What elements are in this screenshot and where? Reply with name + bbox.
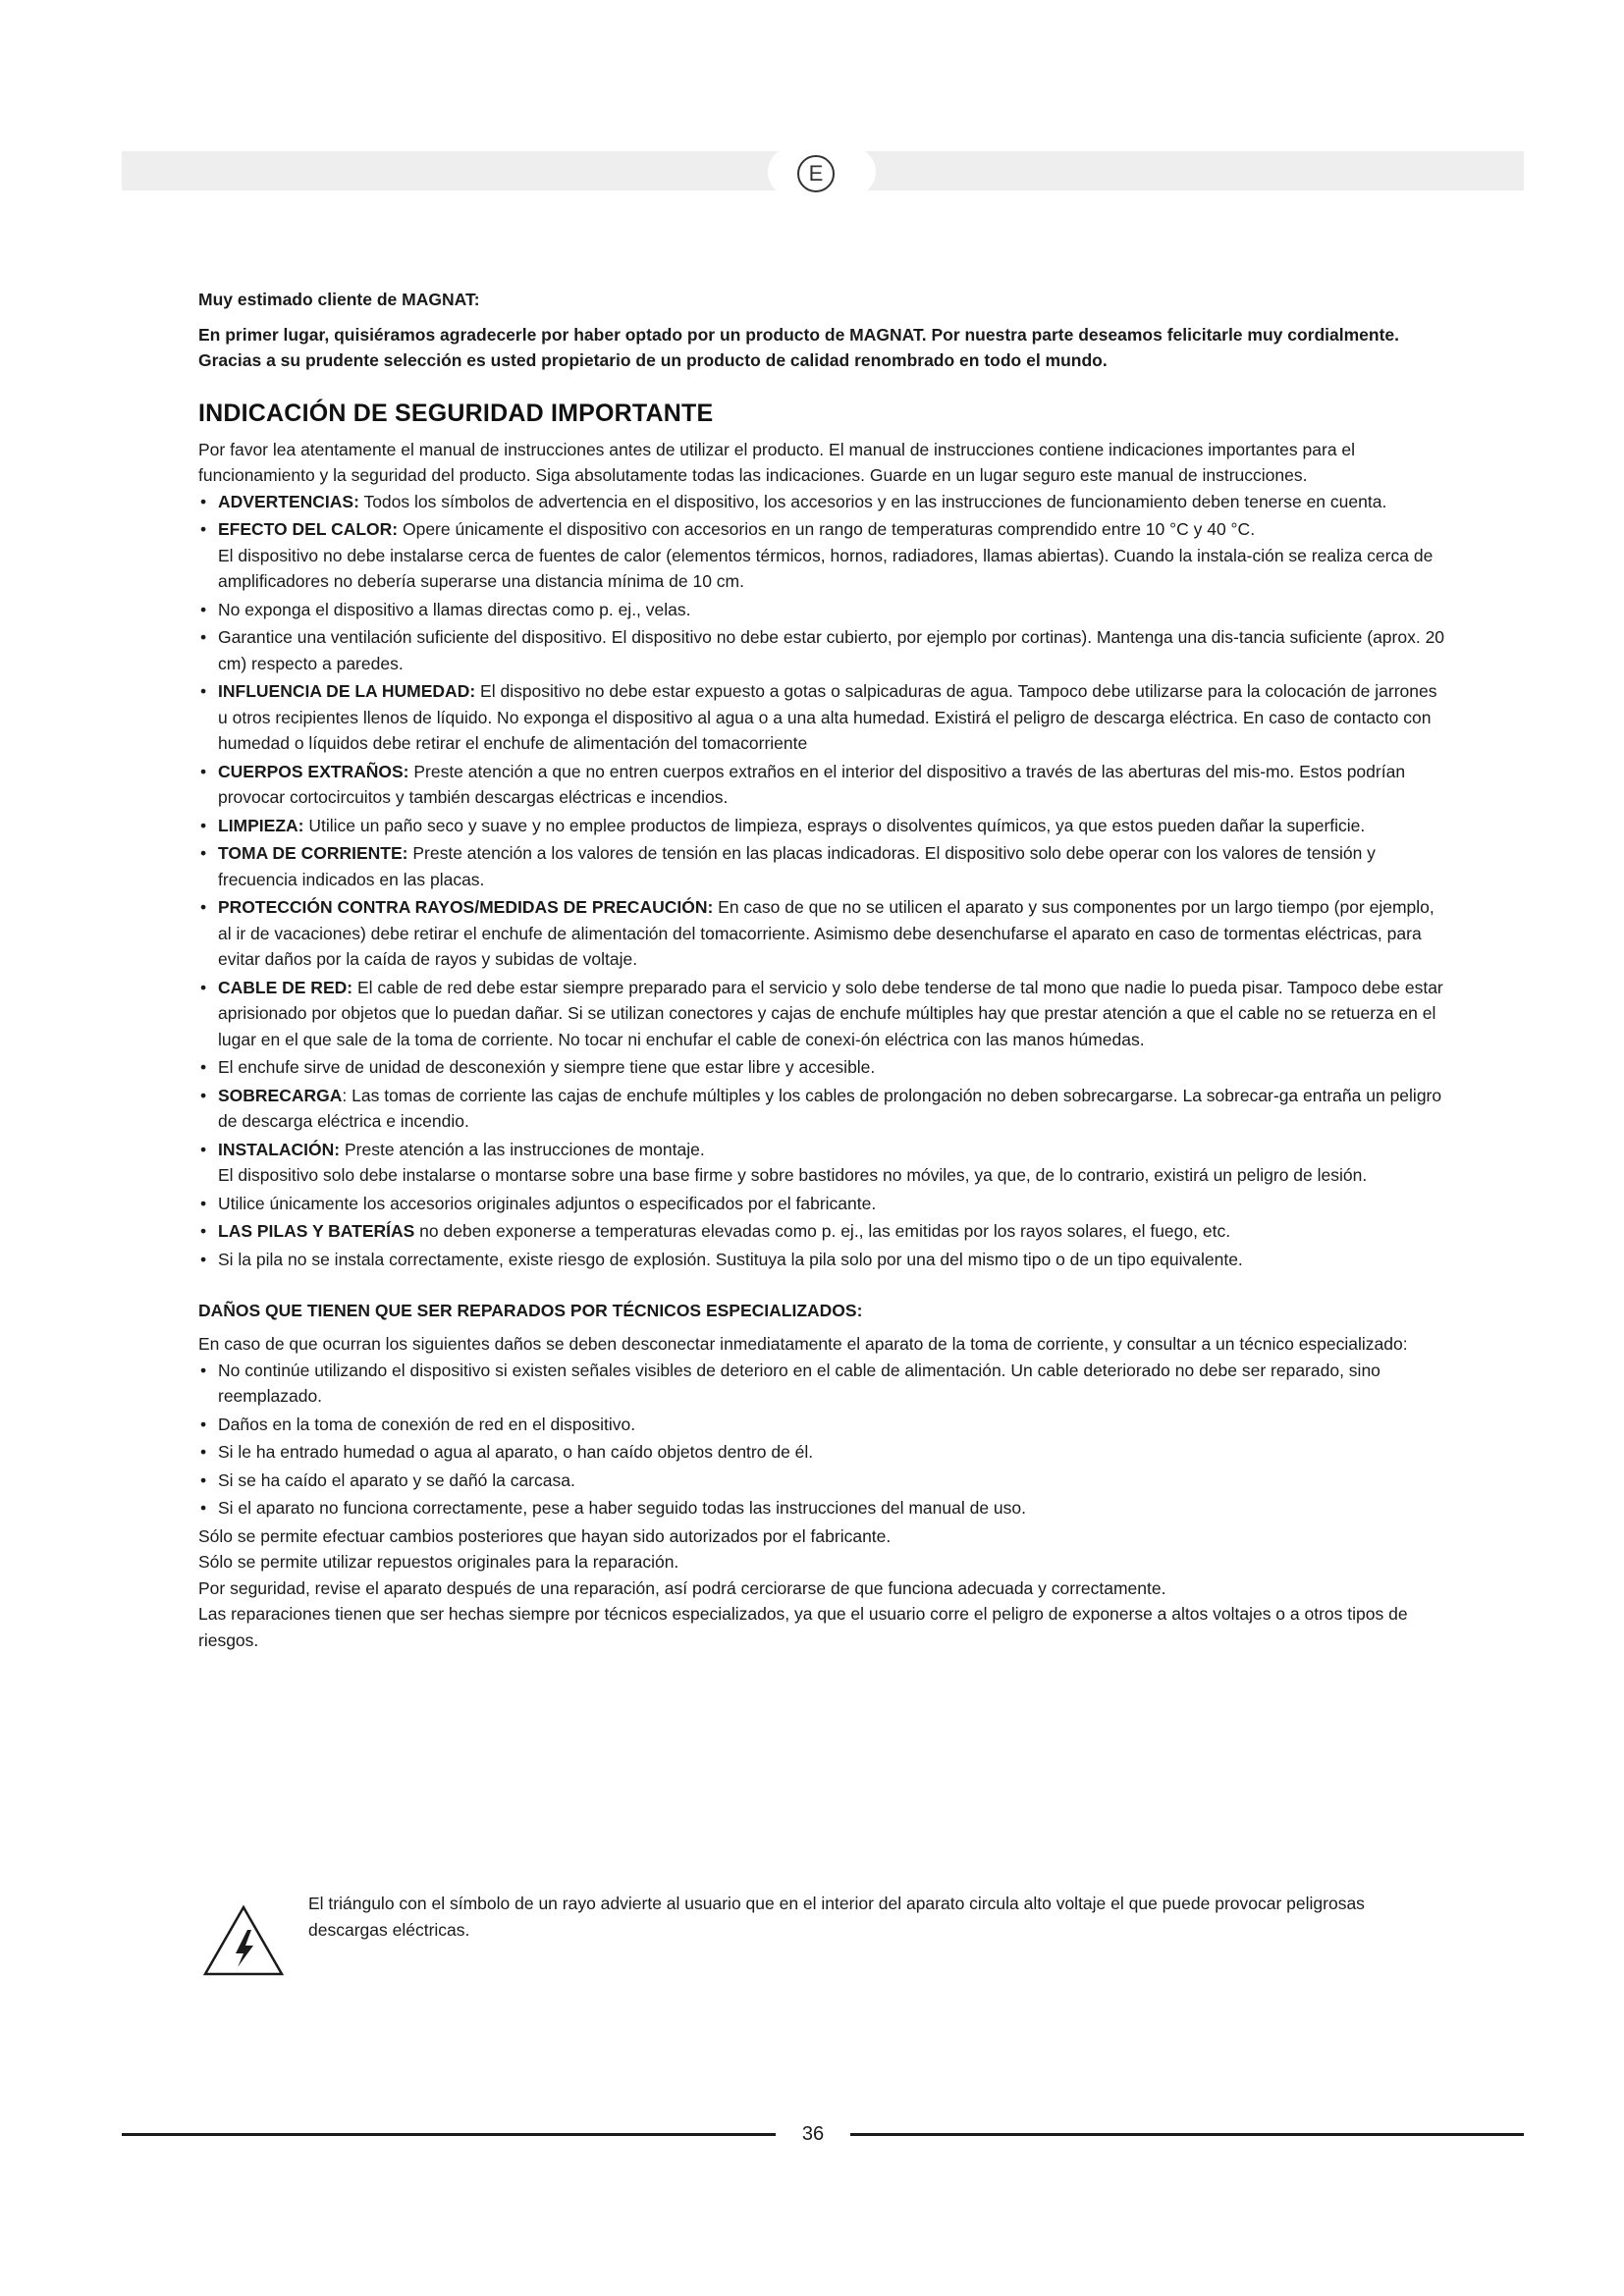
safety-item-text: Utilice únicamente los accesorios originales adjuntos o especificados por el fabricante. — [218, 1193, 877, 1213]
safety-item-label: SOBRECARGA — [218, 1085, 343, 1105]
repairs-item: • No continúe utilizando el dispositivo si existen señales visibles de deterioro en el cable de alimentación. Un cable deteriorado no debe ser reparado, sino reemplazado. — [198, 1358, 1447, 1410]
safety-title: INDICACIÓN DE SEGURIDAD IMPORTANTE — [198, 399, 714, 427]
repairs-note: Por seguridad, revise el aparato después de una reparación, así podrá cerciorarse de que funciona adecuada y correctamente. — [198, 1577, 1166, 1598]
safety-item-label: LAS PILAS Y BATERÍAS — [218, 1221, 415, 1241]
safety-item-label: TOMA DE CORRIENTE: — [218, 843, 408, 863]
greeting: Muy estimado cliente de MAGNAT: — [198, 290, 480, 309]
safety-item — [198, 1137, 1447, 1189]
safety-item-text-continued: El dispositivo solo debe instalarse o montarse sobre una base firme y sobre bastidores no móviles, ya que, de lo contrario, existirá un peligro de lesión. — [218, 1165, 1368, 1185]
repairs-notes — [198, 1523, 1447, 1654]
safety-item — [198, 1191, 1447, 1217]
safety-item — [198, 975, 1447, 1053]
footer-rule-right — [850, 2133, 1524, 2136]
safety-item-label: CABLE DE RED: — [218, 977, 353, 997]
safety-item-label: INSTALACIÓN: — [218, 1139, 341, 1159]
safety-item-text: Preste atención a que no entren cuerpos extraños en el interior del dispositivo a través de las aberturas del mis-mo. Estos podrían provocar cortocircuitos y también descargas eléctricas e incendios. — [218, 761, 1406, 807]
repairs-note: Las reparaciones tienen que ser hechas siempre por técnicos especializados, ya que el usuario corre el peligro de exponerse a altos voltajes o a otros tipos de riesgos. — [198, 1604, 1408, 1650]
lightning-triangle-icon — [202, 1904, 285, 1977]
safety-item-text: Preste atención a las instrucciones de montaje. — [340, 1139, 705, 1159]
warning-block — [198, 1891, 1447, 1979]
safety-item — [198, 1083, 1447, 1135]
repairs-lead: En caso de que ocurran los siguientes daños se deben desconectar inmediatamente el aparato de la toma de corriente, y consultar a un técnico especializado: — [198, 1334, 1408, 1354]
safety-item — [198, 489, 1447, 515]
repairs-item: • Si se ha caído el aparato y se dañó la carcasa. — [198, 1468, 1447, 1494]
safety-item-text: El cable de red debe estar siempre preparado para el servicio y solo debe tenderse de tal mono que nadie lo pueda pisar. Tampoco debe estar aprisionado por objetos que lo puedan dañar. Si se utilizan conectores y cajas de enchufe múltiples hay que prestar atención a que el cable no se retuerza en el lugar en el que sale de la toma de corriente. No tocar ni enchufar el cable de conexi-ón eléctrica con las manos húmedas. — [218, 977, 1443, 1049]
document-body — [198, 287, 1447, 1653]
safety-item — [198, 597, 1447, 623]
safety-item-text: Garantice una ventilación suficiente del dispositivo. El dispositivo no debe estar cubierto, por ejemplo por cortinas). Mantenga una dis-tancia suficiente (aprox. 20 cm) respecto a paredes. — [218, 627, 1445, 673]
safety-item — [198, 759, 1447, 811]
safety-item-label: PROTECCIÓN CONTRA RAYOS/MEDIDAS DE PRECAUCIÓN: — [218, 897, 714, 917]
safety-item-text: Utilice un paño seco y suave y no emplee productos de limpieza, esprays o disolventes químicos, ya que estos pueden dañar la superficie. — [303, 815, 1366, 835]
safety-item-label: EFECTO DEL CALOR: — [218, 519, 399, 539]
repairs-list — [198, 1358, 1447, 1522]
safety-item-text-continued: El dispositivo no debe instalarse cerca de fuentes de calor (elementos térmicos, hornos, radiadores, llamas abiertas). Cuando la instala-ción se realiza cerca de amplificadores no debería superarse una distancia mínima de 10 cm. — [218, 545, 1434, 591]
safety-item — [198, 624, 1447, 676]
safety-item-text: En caso de que no se utilicen el aparato y sus componentes por un largo tiempo (por ejemplo, al ir de vacaciones) debe retirar el enchufe de alimentación del tomacorriente. Asimismo debe desenchufarse el aparato en caso de tormentas eléctricas, para evitar daños por la caída de rayos y subidas de voltaje. — [218, 897, 1435, 969]
repairs-item: • Si el aparato no funciona correctamente, pese a haber seguido todas las instrucciones del manual de uso. — [198, 1495, 1447, 1522]
safety-lead: Por favor lea atentamente el manual de instrucciones antes de utilizar el producto. El manual de instrucciones contiene indicaciones importantes para el funcionamiento y la seguridad del producto. Siga absolutamente todas las indicaciones. Guarde en un lugar seguro este manual de instrucciones. — [198, 439, 1356, 485]
safety-item — [198, 813, 1447, 839]
safety-list — [198, 489, 1447, 1273]
safety-item-label: LIMPIEZA: — [218, 815, 304, 835]
safety-item-label: ADVERTENCIAS: — [218, 491, 359, 511]
intro-paragraph: En primer lugar, quisiéramos agradecerle por haber optado por un producto de MAGNAT. Por nuestra parte deseamos felicitarle muy cordialmente. Gracias a su prudente selección es usted propietario de un producto de calidad renombrado en todo el mundo. — [198, 324, 1400, 370]
safety-item-text: : Las tomas de corriente las cajas de enchufe múltiples y los cables de prolongación no deben sobrecargarse. La sobrecar-ga entraña un peligro de descarga eléctrica e incendio. — [218, 1085, 1442, 1131]
page-number: 36 — [801, 2123, 825, 2145]
safety-item — [198, 678, 1447, 757]
safety-item — [198, 894, 1447, 973]
safety-item-text: no deben exponerse a temperaturas elevadas como p. ej., las emitidas por los rayos solares, el fuego, etc. — [414, 1221, 1231, 1241]
safety-item — [198, 840, 1447, 892]
safety-item-text: Opere únicamente el dispositivo con accesorios en un rango de temperaturas comprendido entre 10 °C y 40 °C. — [398, 519, 1256, 539]
warning-text: El triángulo con el símbolo de un rayo advierte al usuario que en el interior del aparato circula alto voltaje el que puede provocar peligrosas descargas eléctricas. — [308, 1894, 1365, 1940]
safety-item — [198, 1247, 1447, 1273]
safety-item-text: El dispositivo no debe estar expuesto a gotas o salpicaduras de agua. Tampoco debe utilizarse para la colocación de jarrones u otros recipientes llenos de líquido. No exponga el dispositivo al agua o a una alta humedad. Existirá el peligro de descarga eléctrica. En caso de contacto con humedad o líquidos debe retirar el enchufe de alimentación del tomacorriente — [218, 681, 1437, 753]
safety-item-label: CUERPOS EXTRAÑOS: — [218, 761, 409, 781]
safety-item-text: Si la pila no se instala correctamente, existe riesgo de explosión. Sustituya la pila solo por una del mismo tipo o de un tipo equivalente. — [218, 1249, 1243, 1269]
safety-item-text: El enchufe sirve de unidad de desconexión y siempre tiene que estar libre y accesible. — [218, 1057, 876, 1077]
safety-item — [198, 516, 1447, 595]
repairs-note: Sólo se permite efectuar cambios posteriores que hayan sido autorizados por el fabricante. — [198, 1525, 892, 1546]
safety-item-text: Preste atención a los valores de tensión en las placas indicadoras. El dispositivo solo debe operar con los valores de tensión y frecuencia indicados en las placas. — [218, 843, 1376, 889]
safety-item — [198, 1054, 1447, 1081]
safety-item — [198, 1218, 1447, 1245]
language-code: E — [797, 155, 835, 192]
repairs-item: • Si le ha entrado humedad o agua al aparato, o han caído objetos dentro de él. — [198, 1439, 1447, 1466]
repairs-title: DAÑOS QUE TIENEN QUE SER REPARADOS POR TÉCNICOS ESPECIALIZADOS: — [198, 1301, 863, 1320]
safety-item-text: No exponga el dispositivo a llamas directas como p. ej., velas. — [218, 599, 691, 619]
repairs-item: • Daños en la toma de conexión de red en el dispositivo. — [198, 1412, 1447, 1438]
safety-item-text: Todos los símbolos de advertencia en el dispositivo, los accesorios y en las instrucciones de funcionamiento deben tenerse en cuenta. — [358, 491, 1387, 511]
footer-rule-left — [122, 2133, 776, 2136]
repairs-note: Sólo se permite utilizar repuestos originales para la reparación. — [198, 1552, 679, 1572]
safety-item-label: INFLUENCIA DE LA HUMEDAD: — [218, 681, 476, 701]
